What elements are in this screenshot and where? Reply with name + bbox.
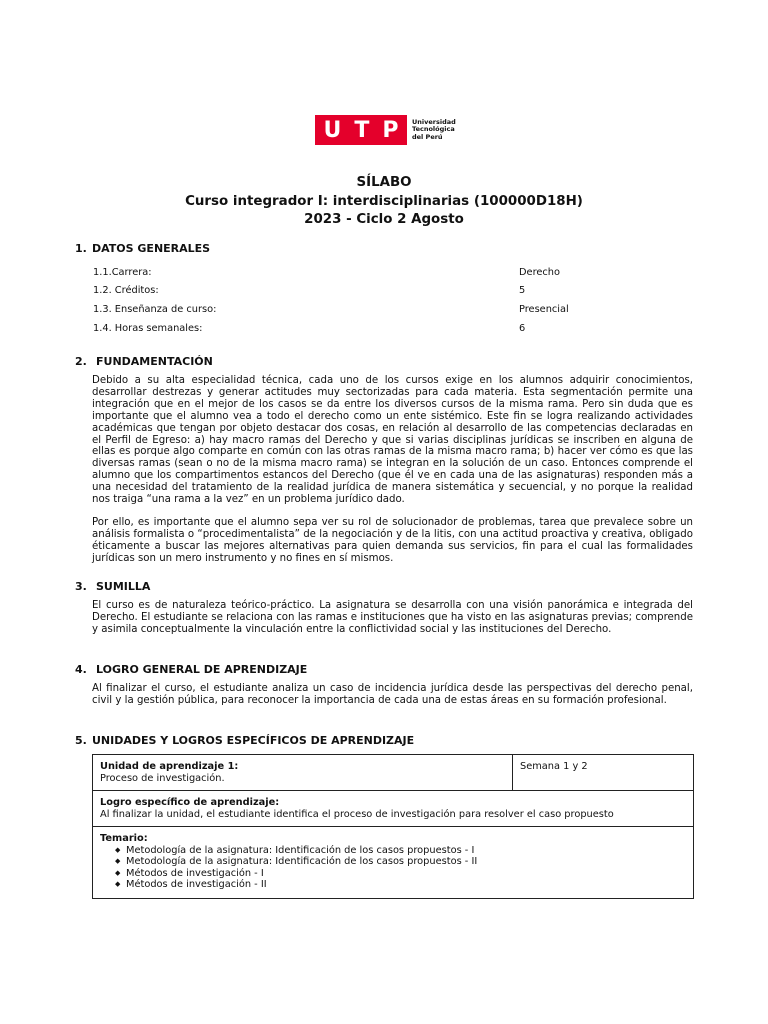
logo-letter-t: T xyxy=(354,117,370,143)
datos-value: 5 xyxy=(519,285,526,296)
utp-logo-text xyxy=(412,119,456,142)
utp-logo xyxy=(315,115,456,145)
temario-title: Temario: xyxy=(100,833,148,844)
temario-item: ◆ Metodología de la asignatura: Identificación de los casos propuestos - I xyxy=(115,845,686,857)
title-silabo: SÍLABO xyxy=(356,175,412,190)
datos-row-ensenanza xyxy=(93,304,693,315)
logo-text-line: Universidad xyxy=(412,117,456,126)
unidades-table xyxy=(92,754,694,899)
unidad-semanas: Semana 1 y 2 xyxy=(520,761,588,772)
datos-label: 1.4. Horas semanales: xyxy=(93,323,203,334)
title-cycle: 2023 - Ciclo 2 Agosto xyxy=(304,212,464,227)
datos-row-creditos xyxy=(93,285,693,296)
unidad-cell xyxy=(93,755,513,791)
temario-cell xyxy=(93,827,694,899)
datos-label: 1.1.Carrera: xyxy=(93,267,152,278)
utp-logo-mark xyxy=(315,115,407,145)
logro-especifico-text: Al finalizar la unidad, el estudiante identifica el proceso de investigación para resolver el caso propuesto xyxy=(100,808,614,820)
section-title: FUNDAMENTACIÓN xyxy=(96,355,213,368)
section-heading-fundamentacion xyxy=(75,355,213,368)
logo-letter-p: P xyxy=(382,117,399,143)
datos-value: Presencial xyxy=(519,304,569,315)
logro-especifico-cell xyxy=(93,791,694,827)
temario-item: ◆ Metodología de la asignatura: Identificación de los casos propuestos - II xyxy=(115,856,686,868)
section-title: DATOS GENERALES xyxy=(92,242,211,255)
section-number: 3. xyxy=(75,580,87,593)
temario-list xyxy=(100,845,686,891)
unidad-title: Unidad de aprendizaje 1: xyxy=(100,761,239,772)
section-heading-unidades xyxy=(75,734,414,747)
section-number: 1. xyxy=(75,242,87,255)
logro-especifico-title: Logro específico de aprendizaje: xyxy=(100,797,280,808)
section-title: LOGRO GENERAL DE APRENDIZAJE xyxy=(96,663,308,676)
title-course: Curso integrador I: interdisciplinarias (100000D18H) xyxy=(185,193,583,209)
section-title: UNIDADES Y LOGROS ESPECÍFICOS DE APRENDIZAJE xyxy=(92,734,415,747)
document-title xyxy=(0,174,768,230)
table-row xyxy=(93,827,694,899)
logo-letter-u: U xyxy=(323,117,342,143)
section-title: SUMILLA xyxy=(96,580,151,593)
section-number: 4. xyxy=(75,663,87,676)
datos-label: 1.2. Créditos: xyxy=(93,285,159,296)
datos-value: Derecho xyxy=(519,267,561,278)
table-row xyxy=(93,791,694,827)
datos-value: 6 xyxy=(519,323,526,334)
datos-row-carrera xyxy=(93,267,693,278)
logo-text-line: del Perú xyxy=(412,132,443,141)
section-number: 5. xyxy=(75,734,87,747)
sumilla-paragraph: El curso es de naturaleza teórico-práctico. La asignatura se desarrolla con una visión panorámica e integrada del Derecho. El estudiante se relaciona con las ramas e instituciones que ha visto en las asignaturas previas; comprende y asimila conceptualmente la vinculación entre la conflictividad social y las instituciones del Derecho. xyxy=(92,600,693,635)
table-row xyxy=(93,755,694,791)
datos-row-horas xyxy=(93,323,693,334)
section-heading-sumilla xyxy=(75,580,150,593)
section-heading-logro-general xyxy=(75,663,307,676)
datos-label: 1.3. Enseñanza de curso: xyxy=(93,304,217,315)
logo-text-line: Tecnológica xyxy=(412,125,455,134)
logro-general-paragraph: Al finalizar el curso, el estudiante analiza un caso de incidencia jurídica desde las perspectivas del derecho penal, civil y la gestión pública, para reconocer la importancia de cada una de estas áreas en su formación profesional. xyxy=(92,683,693,706)
section-number: 2. xyxy=(75,355,87,368)
temario-item: ◆ Métodos de investigación - II xyxy=(115,879,686,891)
fundamentacion-paragraph-1: Debido a su alta especialidad técnica, cada uno de los cursos exige en los alumnos adquirir conocimientos, desarrollar destrezas y generar actitudes muy sectorizadas para cada materia. Esta segmentación permite una integración que en el mejor de los casos se da entre los diversos cursos de la misma rama. Pero sin duda que es importante que el alumno vea a todo el derecho como un ente sistémico. Este fin se logra realizando actividades académicas que tengan por objeto destacar dos cosas, en relación al desarrollo de las competencias declaradas en el Perfil de Egreso: a) hay macro ramas del Derecho y que si varias disciplinas jurídicas se inscriben en alguna de ellas es porque algo comparte en común con las otras ramas de la misma macro rama; b) hacer ver cómo es que las diversas ramas (sean o no de la misma macro rama) se integran en la solución de un caso. Entonces comprende el alumno que los compartimentos estancos del Derecho (que él ve en cada una de las asignaturas) responden más a una necesidad del tratamiento de la realidad jurídica de manera sistemática y secuencial, y no porque la realidad nos traiga “una rama a la vez” en un problema jurídico dado. xyxy=(92,375,693,506)
fundamentacion-paragraph-2: Por ello, es importante que el alumno sepa ver su rol de solucionador de problemas, tarea que prevalece sobre un análisis formalista o “procedimentalista” de la negociación y de la litis, con una actitud proactiva y creativa, obligado éticamente a buscar las mejores alternativas para quien demanda sus servicios, fin para el cual las formalidades jurídicas son un mero instrumento y no fines en sí mismos. xyxy=(92,517,693,564)
unidad-name: Proceso de investigación. xyxy=(100,772,225,784)
temario-item: ◆ Métodos de investigación - I xyxy=(115,868,686,880)
semanas-cell xyxy=(513,755,694,791)
section-heading-datos-generales xyxy=(75,242,210,255)
